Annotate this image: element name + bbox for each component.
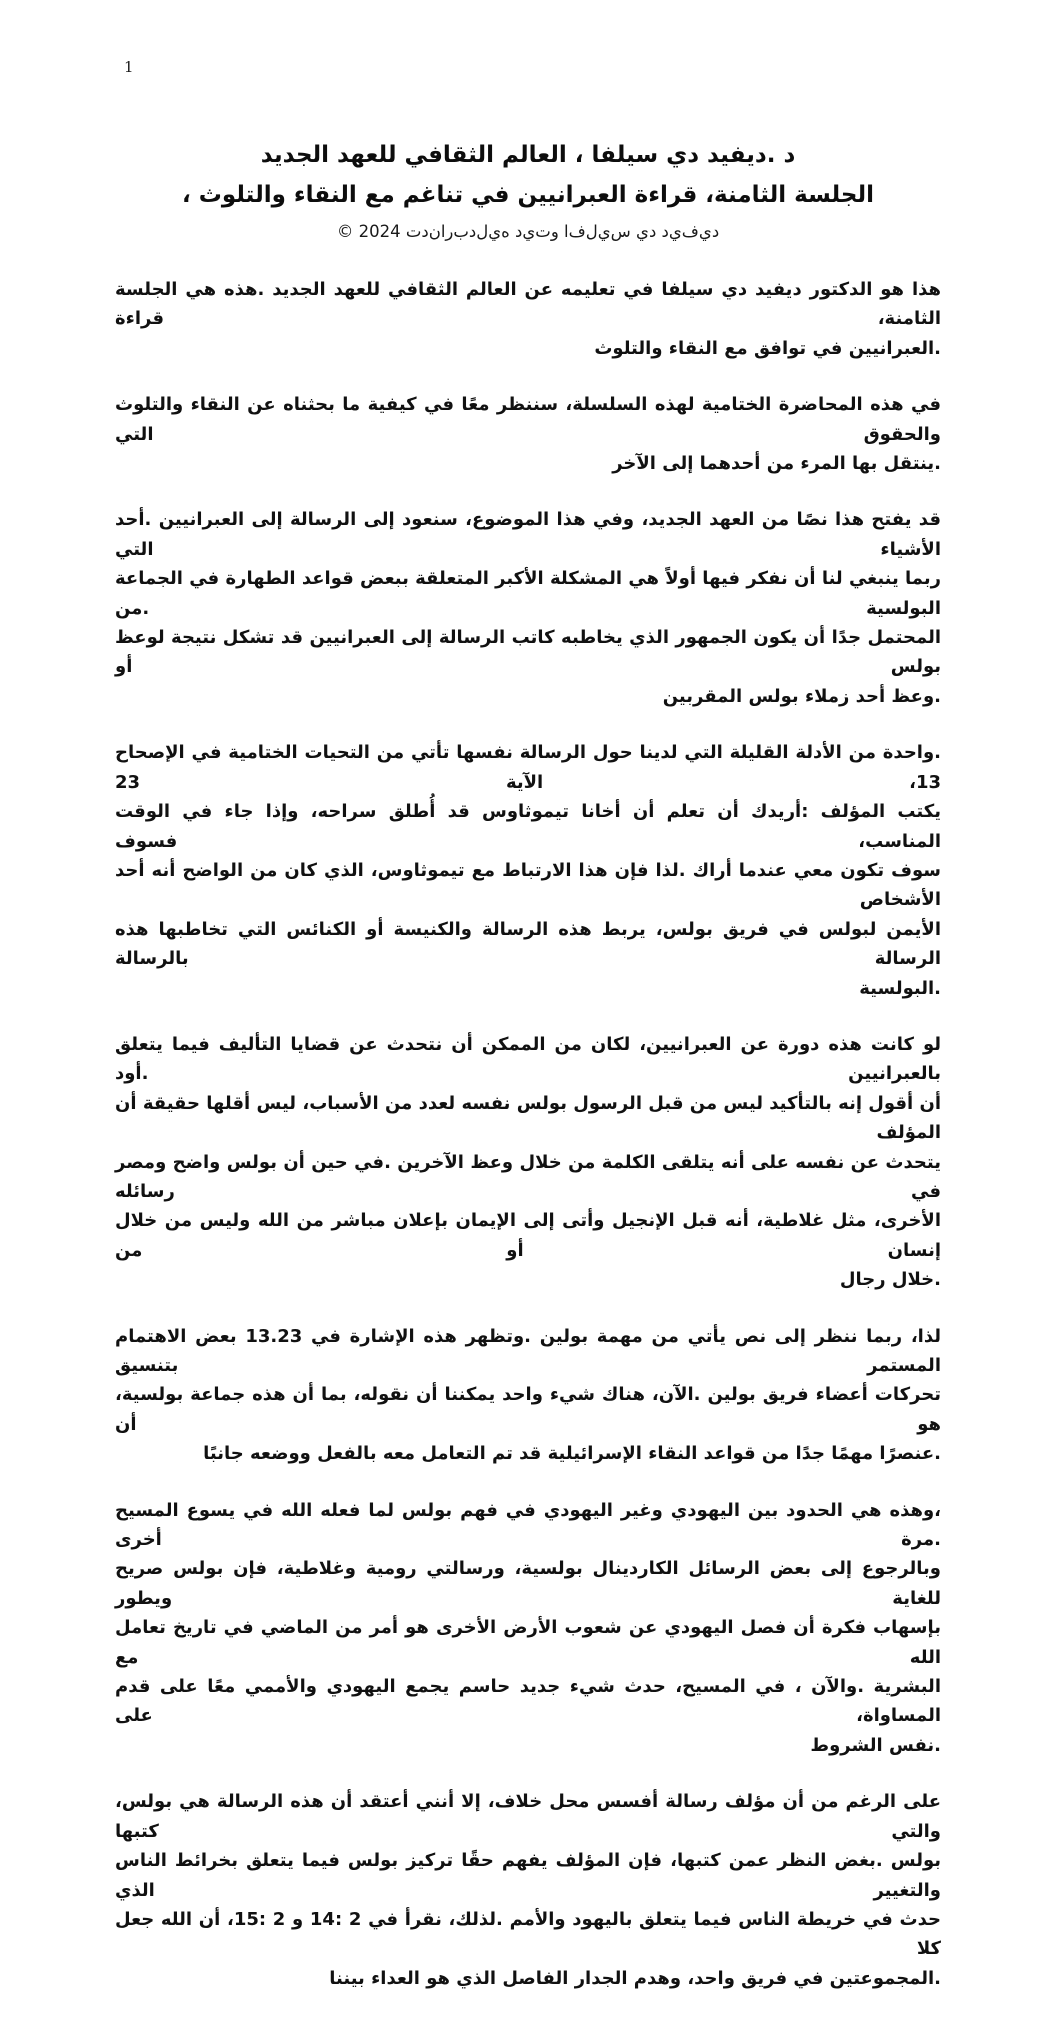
- paragraph-6: [115, 1322, 941, 1469]
- paragraph-4: [115, 738, 941, 1003]
- page-number: 1: [124, 58, 134, 76]
- paragraph-7: [115, 1496, 941, 1761]
- text-line: ربما ينبغي لنا أن نفكر فيها أولاً هي المشكلة الأكبر المتعلقة ببعض قواعد الطهارة في الجماعة البولسية .من: [115, 568, 941, 619]
- document-body: [115, 275, 941, 1993]
- paragraph-8: [115, 1787, 941, 1993]
- text-line: قد يفتح هذا نصًا من العهد الجديد، وفي هذا الموضوع، سنعود إلى الرسالة إلى العبرانيين .أحد الأشياء التي: [115, 509, 941, 560]
- text-line: تحركات أعضاء فريق بولين .الآن، هناك شيء واحد يمكننا أن نقوله، بما أن هذه جماعة بولسية، هو أن: [115, 1384, 941, 1435]
- text-line: الأيمن لبولس في فريق بولس، يربط هذه الرسالة والكنيسة أو الكنائس التي تخاطبها هذه الرسالة بالرسالة: [115, 918, 941, 970]
- title-line-2: الجلسة الثامنة، قراءة العبرانيين في تناغم مع النقاء والتلوث ،: [182, 182, 874, 208]
- text-line: في هذه المحاضرة الختامية لهذه السلسلة، سننظر معًا في كيفية ما بحثناه عن النقاء والتلوث والحقوق التي: [115, 394, 941, 445]
- paragraph-1: [115, 275, 941, 363]
- text-line: وبالرجوع إلى بعض الرسائل الكاردينال بولسية، ورسالتي رومية وغلاطية، فإن بولس صريح للغاية ويطور: [115, 1558, 941, 1609]
- document-title: [115, 0, 941, 246]
- paragraph-3: [115, 505, 941, 711]
- text-line: .خلال رجال: [839, 1269, 941, 1291]
- text-line: حدث في خريطة الناس فيما يتعلق باليهود والأمم .لذلك، نقرأ في 2 :14 و 2 :15، أن الله جعل كلا: [115, 1908, 941, 1960]
- text-line: .نفس الشروط: [810, 1734, 941, 1756]
- text-line: .عنصرًا مهمًا جدًا من قواعد النقاء الإسرائيلية قد تم التعامل معه بالفعل ووضعه جانبًا: [203, 1443, 941, 1465]
- text-line: البشرية .والآن ، في المسيح، حدث شيء جديد حاسم يجمع اليهودي والأممي معًا على قدم المساواة، على: [115, 1676, 941, 1727]
- text-line: .العبرانيين في توافق مع النقاء والتلوث: [594, 337, 941, 359]
- text-line: الأخرى، مثل غلاطية، أنه قبل الإنجيل وأتى إلى الإيمان بإعلان مباشر من الله وليس من خلال إنسان أو من: [115, 1210, 941, 1261]
- text-line: على الرغم من أن مؤلف رسالة أفسس محل خلاف، إلا أنني أعتقد أن هذه الرسالة هي بولس، والتي كتبها: [115, 1791, 941, 1842]
- paragraph-5: [115, 1030, 941, 1295]
- text-line: يكتب المؤلف :أريدك أن تعلم أن أخانا تيموثاوس قد أُطلق سراحه، وإذا جاء في الوقت المناسب، فسوف: [115, 801, 941, 852]
- text-line: .واحدة من الأدلة القليلة التي لدينا حول الرسالة نفسها تأتي من التحيات الختامية في الإصحاح 13، الآية 23: [115, 742, 941, 793]
- copyright-line: د‌ي‌ف‌ي‌د د‌ي س‌ي‌ل‌ف‌ا و‌ت‌ي‌د ه‌ي‌ل‌د‌ب‌ر‌ا‌ن‌د‌ت 2024 ©: [336, 222, 720, 241]
- text-line: بولس .بغض النظر عمن كتبها، فإن المؤلف يفهم حقًا تركيز بولس فيما يتعلق بخرائط الناس والتغيير الذي: [115, 1850, 941, 1901]
- text-line: أن أقول إنه بالتأكيد ليس من قبل الرسول بولس نفسه لعدد من الأسباب، ليس أقلها حقيقة أن المؤلف: [115, 1092, 941, 1144]
- paragraph-2: [115, 390, 941, 478]
- text-line: لو كانت هذه دورة عن العبرانيين، لكان من الممكن أن نتحدث عن قضايا التأليف فيما يتعلق بالعبرانيين .أود: [115, 1033, 941, 1085]
- text-line: بإسهاب فكرة أن فصل اليهودي عن شعوب الأرض الأخرى هو أمر من الماضي في تاريخ تعامل الله مع: [115, 1617, 941, 1668]
- text-line: لذا، ربما ننظر إلى نص يأتي من مهمة بولين .وتظهر هذه الإشارة في 13.23 بعض الاهتمام المستمر بتنسيق: [115, 1325, 942, 1376]
- text-line: يتحدث عن نفسه على أنه يتلقى الكلمة من خلال وعظ الآخرين .في حين أن بولس واضح ومصر في رسائله: [115, 1151, 941, 1202]
- title-line-1: د .ديفيد دي سيلفا ، العالم الثقافي للعهد الجديد: [260, 142, 796, 168]
- text-line: .ينتقل بها المرء من أحدهما إلى الآخر: [612, 453, 941, 475]
- text-line: .وعظ أحد زملاء بولس المقربين: [662, 685, 941, 707]
- text-line: المحتمل جدًا أن يكون الجمهور الذي يخاطبه كاتب الرسالة إلى العبرانيين قد تشكل نتيجة لوعظ بولس أو: [115, 627, 941, 678]
- text-line: سوف تكون معي عندما أراك .لذا فإن هذا الارتباط مع تيموثاوس، الذي كان من الواضح أنه أحد الأشخاص: [115, 859, 941, 911]
- text-line: .المجموعتين في فريق واحد، وهدم الجدار الفاصل الذي هو العداء بيننا: [329, 1967, 941, 1989]
- text-line: ،وهذه هي الحدود بين اليهودي وغير اليهودي في فهم بولس لما فعله الله في يسوع المسيح .مرة أخرى: [115, 1499, 941, 1551]
- page-content: [115, 0, 941, 2020]
- text-line: .البولسية: [859, 977, 941, 999]
- text-line: هذا هو الدكتور ديفيد دي سيلفا في تعليمه عن العالم الثقافي للعهد الجديد .هذه هي الجلسة الثامنة، قراءة: [115, 279, 941, 330]
